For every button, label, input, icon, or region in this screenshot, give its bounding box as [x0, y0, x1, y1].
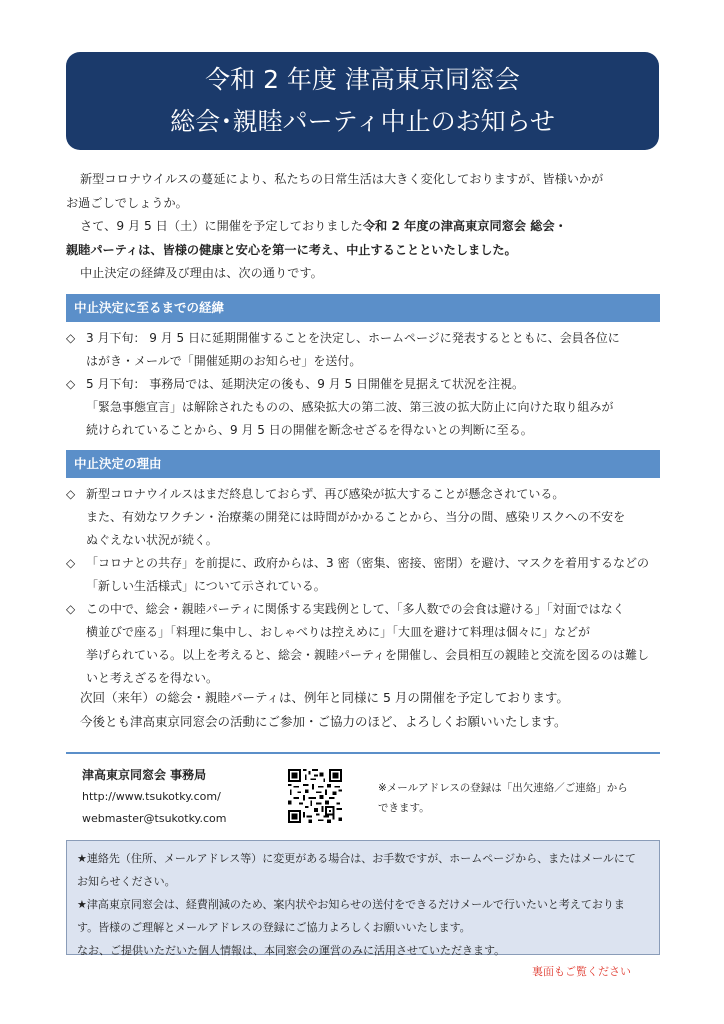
- list-item: [66, 552, 662, 598]
- list-item: [66, 483, 662, 552]
- closing-text: [80, 686, 660, 734]
- list-line: ぬぐえない状況が続く。: [86, 533, 218, 547]
- diamond-bullet-icon: ◇: [66, 487, 76, 501]
- qr-note-line-1: ※メールアドレスの登録は「出欠連絡／ご連絡」から: [378, 782, 628, 794]
- list-item: [66, 327, 662, 373]
- section1-heading: 中止決定に至るまでの経緯: [66, 294, 660, 322]
- diamond-bullet-icon: ◇: [66, 602, 76, 616]
- org-email-link[interactable]: webmaster@tsukotky.com: [82, 812, 227, 825]
- intro-p2a-pre: さて、9 月 5 日（土）に開催を予定しておりました: [80, 219, 363, 233]
- notice-line: す。皆様のご理解とメールアドレスの登録にご協力よろしくお願いいたします。: [77, 921, 471, 934]
- title-banner: [66, 52, 659, 150]
- intro-p2a-bold: 令和 2 年度の津高東京同窓会 総会・: [362, 219, 567, 233]
- section2-list: [66, 483, 662, 690]
- list-line: 「コロナとの共存」を前提に、政府からは、3 密（密集、密接、密閉）を避け、マスクを着用するなどの: [86, 556, 649, 570]
- title-line-2: 総会･親睦パーティ中止のお知らせ: [170, 107, 555, 136]
- list-line: 「緊急事態宣言」は解除されたものの、感染拡大の第二波、第三波の拡大防止に向けた取り組みが: [86, 400, 614, 414]
- list-item: [66, 373, 662, 442]
- qr-note-line-2: できます。: [378, 802, 430, 814]
- qr-code-icon: [288, 769, 342, 823]
- list-line: 横並びで座る」「料理に集中し、おしゃべりは控えめに」「大皿を避けて料理は個々に」などが: [86, 625, 591, 639]
- list-line: はがき・メールで「開催延期のお知らせ」を送付。: [86, 354, 362, 368]
- list-line: この中で、総会・親睦パーティに関係する実践例として、「多人数での会食は避ける」「対面ではなく: [86, 602, 625, 616]
- section2-heading: 中止決定の理由: [66, 450, 660, 478]
- section1-list: [66, 327, 662, 442]
- notice-line: お知らせください。: [77, 875, 176, 888]
- title-line-1: 令和 2 年度 津高東京同窓会: [205, 65, 520, 94]
- org-url-link[interactable]: http://www.tsukotky.com/: [82, 790, 221, 803]
- org-name: 津高東京同窓会 事務局: [82, 768, 207, 782]
- notice-line: ★津高東京同窓会は、経費削減のため、案内状やお知らせの送付をできるだけメールで行いたいと考えておりま: [77, 898, 625, 911]
- closing-line-2: 今後とも津高東京同窓会の活動にご参加・ご協力のほど、よろしくお願いいたします。: [80, 714, 567, 729]
- divider: [66, 752, 660, 754]
- intro-text: [66, 168, 662, 286]
- intro-p1b: お過ごしでしょうか。: [66, 195, 188, 210]
- diamond-bullet-icon: ◇: [66, 331, 76, 345]
- diamond-bullet-icon: ◇: [66, 556, 76, 570]
- list-line: 「新しい生活様式」について示されている。: [86, 579, 326, 593]
- notice-box: [66, 840, 660, 955]
- back-page-note: 裏面もご覧ください: [532, 965, 631, 978]
- list-line: いと考えざるを得ない。: [86, 671, 219, 685]
- notice-line: なお、ご提供いただいた個人情報は、本同窓会の運営のみに活用させていただきます。: [77, 944, 506, 957]
- intro-p2b: [66, 239, 662, 263]
- list-line: 5 月下旬： 事務局では、延期決定の後も、9 月 5 日開催を見据えて状況を注視。: [86, 377, 524, 391]
- intro-p2b-bold: 親睦パーティは、皆様の健康と安心を第一に考え、中止することといたしました。: [66, 242, 517, 257]
- list-item: [66, 598, 662, 690]
- intro-p1a: 新型コロナウイルスの蔓延により、私たちの日常生活は大きく変化しておりますが、皆様いかが: [80, 172, 604, 186]
- list-line: 続けられていることから、9 月 5 日の開催を断念せざるを得ないとの判断に至る。: [86, 423, 533, 437]
- qr-note: [378, 778, 660, 818]
- notice-line: ★連絡先（住所、メールアドレス等）に変更がある場合は、お手数ですが、ホームページから、またはメールにて: [77, 852, 636, 865]
- list-line: 新型コロナウイルスはまだ終息しておらず、再び感染が拡大することが懸念されている。: [86, 487, 565, 501]
- diamond-bullet-icon: ◇: [66, 377, 76, 391]
- list-line: 挙げられている。以上を考えると、総会・親睦パーティを開催し、会員相互の親睦と交流を図るのは難し: [86, 648, 650, 662]
- list-line: 3 月下旬： 9 月 5 日に延期開催することを決定し、ホームページに発表するとともに、会員各位に: [86, 331, 620, 345]
- intro-p3: 中止決定の経緯及び理由は、次の通りです。: [80, 266, 323, 280]
- list-line: また、有効なワクチン・治療薬の開発には時間がかかることから、当分の間、感染リスクへの不安を: [86, 510, 626, 524]
- intro-p2a: [66, 215, 662, 239]
- closing-line-1: 次回（来年）の総会・親睦パーティは、例年と同様に 5 月の開催を予定しております。: [80, 690, 569, 705]
